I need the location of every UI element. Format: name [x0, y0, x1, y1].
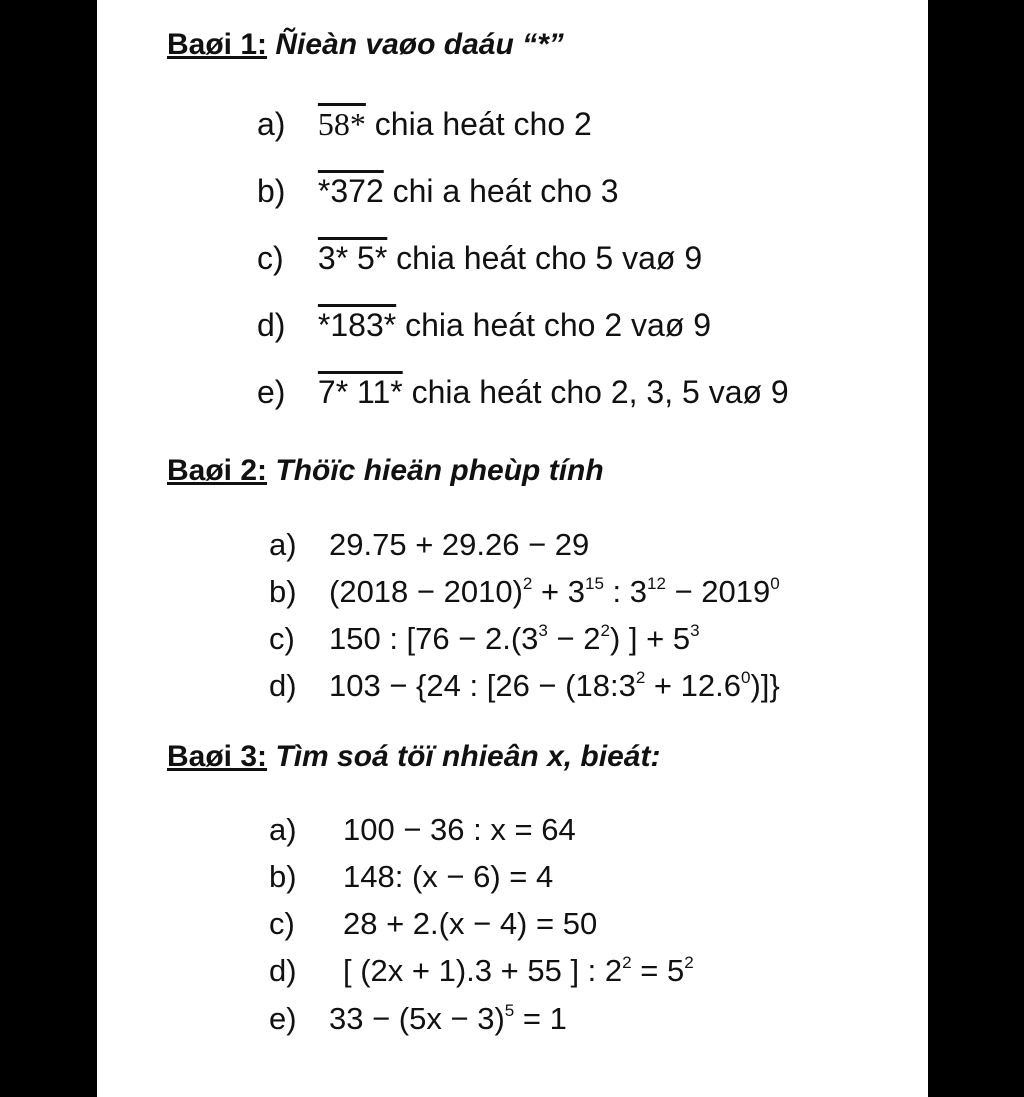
- exercise-1-item-e: [257, 374, 789, 411]
- exercise-2-item-a: [269, 527, 589, 563]
- item-letter: c): [269, 906, 295, 941]
- expression-part: − 2: [547, 621, 601, 656]
- equation-part: 28 + 2.(x − 4) = 50: [343, 906, 598, 941]
- exercise-3-item-b: [269, 859, 553, 895]
- expression-part: ) ] + 5: [609, 621, 691, 656]
- item-letter: a): [269, 812, 297, 847]
- exercise-2-title: Thöïc hieän pheùp tính: [275, 454, 604, 487]
- item-condition: chia heát cho 2, 3, 5 vaø 9: [411, 374, 789, 410]
- item-letter: b): [269, 859, 297, 894]
- worksheet-page: [97, 0, 928, 1097]
- exercise-3-item-d: [269, 953, 694, 989]
- exponent: 5: [504, 1001, 515, 1021]
- exercise-1-item-c: [257, 240, 702, 277]
- item-number: *183*: [317, 307, 397, 343]
- exercise-1-item-b: [257, 173, 619, 210]
- item-number: 3* 5*: [317, 240, 388, 276]
- item-letter: d): [269, 668, 297, 703]
- exponent: 2: [622, 953, 632, 973]
- equation-part: = 5: [631, 953, 685, 988]
- exponent: 15: [584, 574, 604, 594]
- item-letter: a): [269, 527, 297, 562]
- item-number: 58*: [317, 106, 366, 142]
- expression-part: + 3: [532, 574, 585, 609]
- exercise-3-title: Tìm soá töï nhieân x, bieát:: [275, 740, 661, 773]
- exercise-2-item-c: [269, 621, 700, 657]
- equation-part: 100 − 36 : x = 64: [343, 812, 576, 847]
- exercise-3-item-e: [269, 1001, 567, 1037]
- exercise-1-item-a: [257, 106, 592, 143]
- exercise-1-title: Ñieàn vaøo daáu “*”: [275, 28, 564, 61]
- expression-part: : 3: [603, 574, 648, 609]
- equation-part: 148: (x − 6) = 4: [343, 859, 554, 894]
- item-letter: b): [269, 574, 297, 609]
- item-condition: chia heát cho 2: [374, 106, 592, 142]
- item-letter: a): [257, 106, 286, 142]
- expression-part: )]}: [750, 668, 780, 703]
- item-condition: chi a heát cho 3: [392, 173, 619, 209]
- exponent: 0: [740, 668, 751, 688]
- item-letter: e): [269, 1001, 297, 1036]
- exponent: 2: [600, 621, 610, 641]
- expression-part: 29.75 + 29.26 − 29: [329, 527, 590, 562]
- exponent: 2: [635, 668, 646, 688]
- item-condition: chia heát cho 5 vaø 9: [396, 240, 703, 276]
- exercise-3-item-c: [269, 906, 597, 942]
- equation-part: = 1: [514, 1001, 567, 1036]
- exponent: 2: [522, 574, 533, 594]
- exponent: 3: [690, 621, 700, 641]
- expression-part: (2018 − 2010): [329, 574, 523, 609]
- item-letter: e): [257, 374, 286, 410]
- item-number: 7* 11*: [317, 374, 403, 410]
- exponent: 3: [538, 621, 548, 641]
- item-letter: d): [269, 953, 297, 988]
- exercise-1-label: Baøi 1:: [167, 28, 268, 61]
- expression-part: 103 − {24 : [26 − (18:3: [329, 668, 636, 703]
- exercise-1-heading: [167, 28, 564, 62]
- item-number: *372: [317, 173, 384, 209]
- exponent: 2: [684, 953, 694, 973]
- exercise-3-label: Baøi 3:: [167, 740, 268, 773]
- equation-part: 33 − (5x − 3): [329, 1001, 505, 1036]
- expression-part: 150 : [76 − 2.(3: [329, 621, 539, 656]
- exponent: 0: [770, 574, 780, 594]
- exponent: 12: [647, 574, 666, 594]
- item-letter: c): [257, 240, 284, 276]
- exercise-3-heading: [167, 740, 660, 774]
- expression-part: − 2019: [665, 574, 771, 609]
- equation-part: [ (2x + 1).3 + 55 ] : 2: [343, 953, 623, 988]
- exercise-2-item-d: [269, 668, 780, 704]
- item-letter: d): [257, 307, 286, 343]
- exercise-3-item-a: [269, 812, 576, 848]
- exercise-1-item-d: [257, 307, 711, 344]
- exercise-2-item-b: [269, 574, 780, 610]
- exercise-2-heading: [167, 454, 604, 488]
- exercise-2-label: Baøi 2:: [167, 454, 268, 487]
- item-condition: chia heát cho 2 vaø 9: [405, 307, 712, 343]
- expression-part: + 12.6: [645, 668, 741, 703]
- item-letter: b): [257, 173, 286, 209]
- item-letter: c): [269, 621, 295, 656]
